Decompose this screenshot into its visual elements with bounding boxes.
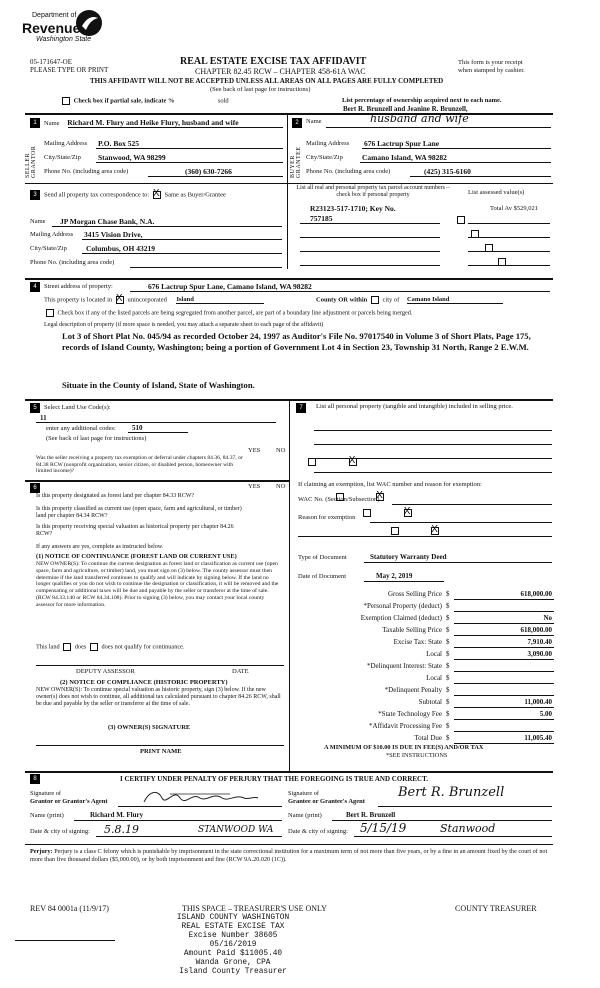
- corr-mailing[interactable]: 3415 Vision Drive,: [84, 230, 143, 239]
- notice2-text: NEW OWNER(S): To continue special valuation as historic property, sign (3) below. If the new owner(s) does not wish to continue, all additional tax calculated pursuant to chapter 84.26 RCW, shall be due and payable by the seller or transferor at the time of sale.: [36, 687, 281, 707]
- city-of-checkbox[interactable]: [371, 296, 379, 304]
- dor-logo: [22, 8, 112, 52]
- exemption-yes-checkbox[interactable]: [308, 458, 316, 466]
- tax-row-value[interactable]: 618,000.00: [520, 590, 552, 598]
- doc-type[interactable]: Statutory Warranty Deed: [370, 553, 447, 561]
- parcels-value-header: List assessed value(s): [468, 189, 525, 196]
- this-land-row: This land does does not qualify for continuance.: [36, 643, 185, 651]
- land-use-label: Select Land Use Code(s):: [44, 404, 111, 411]
- grantor-sig-of: Signature of: [30, 790, 61, 797]
- tax-row-currency: $: [446, 734, 450, 742]
- s6-q2-yes-checkbox[interactable]: [363, 509, 371, 517]
- property-street[interactable]: 676 Lactrup Spur Lane, Camano Island, WA 98282: [148, 282, 312, 291]
- doc-date[interactable]: May 2, 2019: [376, 572, 413, 580]
- form-code: 05-171647-OE: [30, 58, 72, 66]
- tax-row-label: *Personal Property (deduct): [363, 602, 442, 610]
- corr-name[interactable]: JP Morgan Chase Bank, N.A.: [60, 217, 155, 226]
- tax-row-currency: $: [446, 722, 450, 730]
- additional-codes-label: enter any additional codes:: [46, 425, 116, 432]
- seller-city[interactable]: Stanwood, WA 98299: [98, 153, 166, 162]
- located-row: This property is located in X unincorporated Island: [44, 296, 264, 304]
- grantee-name-print-label: Name (print): [288, 812, 322, 819]
- grantor-date[interactable]: 5.8.19: [104, 823, 139, 836]
- minimum-notice: A MINIMUM OF $10.00 IS DUE IN FEE(S) AND/OR TAX: [324, 744, 484, 751]
- parcel-line1[interactable]: R23123-517-1710; Key No.: [310, 204, 396, 213]
- tax-row-currency: $: [446, 614, 450, 622]
- receipt-note2: when stamped by cashier.: [458, 67, 525, 74]
- please-type: PLEASE TYPE OR PRINT: [30, 66, 109, 74]
- land-does-checkbox[interactable]: [63, 643, 71, 651]
- buyer-side-label: BUYER GRANTEE: [290, 146, 302, 178]
- tax-row-label: *Delinquent Interest: State: [366, 662, 442, 670]
- tax-row-label: *Delinquent Penalty: [384, 686, 442, 694]
- tax-row-label: Excise Tax: State: [393, 638, 442, 646]
- personal-property-label: List all personal property (tangible and intangible) included in selling price.: [316, 403, 513, 410]
- tax-row-value[interactable]: 618,000.00: [520, 626, 552, 634]
- tax-row: [298, 614, 554, 625]
- segregated-row: Check box if any of the listed parcels are being segregated from another parcel, are part of a boundary line adjustment or parcels being merged.: [44, 309, 412, 317]
- doc-type-label: Type of Document: [298, 554, 347, 561]
- legal-description[interactable]: Lot 3 of Short Plat No. 045/94 as recorded October 24, 1997 as Auditor's File No. 97017540 in Volume 3 of Short Plats, Page 175, records of Island County, Washington; being a portion of Government Lot 4 in Section 23, Township 31 North, Range 2 E.W.M.: [62, 331, 531, 352]
- notice1-title: (1) NOTICE OF CONTINUANCE (FOREST LAND OR CURRENT USE): [36, 553, 237, 560]
- grantee-date[interactable]: 5/15/19: [360, 821, 407, 835]
- tax-row: [298, 686, 554, 697]
- tax-row: [298, 722, 554, 733]
- tax-row-value[interactable]: 5.00: [539, 710, 552, 718]
- treasurer-stamp: ISLAND COUNTY WASHINGTON REAL ESTATE EXCISE TAX Excise Number 38605 05/16/2019 Amount Paid $11005.40 Wanda Grone, CPA Island County Treasurer: [176, 914, 290, 976]
- certify-text: I CERTIFY UNDER PENALTY OF PERJURY THAT THE FOREGOING IS TRUE AND CORRECT.: [120, 775, 429, 783]
- see-instructions: *SEE INSTRUCTIONS: [386, 752, 448, 759]
- form-chapter: CHAPTER 82.45 RCW – CHAPTER 458-61A WAC: [195, 67, 366, 76]
- see-back: (See back of last page for instructions): [210, 86, 311, 93]
- additional-code[interactable]: 510: [132, 424, 143, 432]
- grantor-date-label: Date & city of signing:: [30, 828, 90, 835]
- section-6-badge: 6: [30, 483, 40, 493]
- grantee-signature: Bert R. Brunzell: [398, 785, 505, 800]
- section-3-badge: 3: [30, 190, 40, 200]
- corr-city[interactable]: Columbus, OH 43219: [86, 244, 155, 253]
- land-does-not-checkbox[interactable]: [90, 643, 98, 651]
- total-av[interactable]: Total Av $529,021: [490, 205, 538, 212]
- land-use-yes-header: YES: [248, 447, 261, 454]
- tax-row: [298, 590, 554, 601]
- seller-name-row: Name Richard M. Flury and Heike Flury, husband and wife: [44, 118, 239, 127]
- dept-line1: Department of: [32, 12, 77, 19]
- s6-if-yes: If any answers are yes, complete as instructed below.: [36, 544, 164, 550]
- form-warning: THIS AFFIDAVIT WILL NOT BE ACCEPTED UNLESS ALL AREAS ON ALL PAGES ARE FULLY COMPLETED: [90, 77, 444, 85]
- tax-row-value[interactable]: 3,090.00: [527, 650, 552, 658]
- county-row: County OR within city of Camano Island: [316, 296, 503, 304]
- unincorporated-checkbox[interactable]: [116, 296, 124, 304]
- seller-name[interactable]: Richard M. Flury and Heike Flury, husband and wife: [67, 118, 239, 127]
- seller-phone-label: Phone No. (including area code): [44, 168, 129, 175]
- seller-city-label: City/State/Zip: [44, 154, 81, 161]
- grantor-signature: [140, 786, 260, 808]
- s6-q3-yes-checkbox[interactable]: [391, 527, 399, 535]
- seller-side-label: SELLER GRANTOR: [25, 145, 37, 178]
- s6-q3-no-checkbox[interactable]: [431, 527, 439, 535]
- buyer-city[interactable]: Camano Island, WA 98282: [362, 153, 447, 162]
- tax-row-currency: $: [446, 590, 450, 598]
- section-5-badge: 5: [30, 403, 40, 413]
- dept-line2: Revenue: [22, 20, 81, 36]
- buyer-mailing-label: Mailing Address: [306, 140, 350, 147]
- parcel-1-checkbox[interactable]: [457, 216, 465, 224]
- county-treasurer: COUNTY TREASURER: [455, 904, 537, 913]
- grantor-city[interactable]: STANWOOD WA: [198, 825, 274, 835]
- grantor-agent-label: Grantor or Grantor's Agent: [30, 798, 108, 805]
- partial-sale-checkbox[interactable]: [62, 97, 70, 105]
- deputy-assessor: DEPUTY ASSESSOR: [76, 668, 135, 675]
- exemption-wac-label: If claiming an exemption, list WAC number and reason for exemption:: [298, 481, 482, 488]
- tax-row-currency: $: [446, 674, 450, 682]
- tax-row: [298, 674, 554, 685]
- tax-row: [298, 698, 554, 709]
- land-use-code[interactable]: 11: [40, 414, 47, 422]
- corr-name-label: Name: [30, 218, 46, 225]
- grantee-name[interactable]: Bert R. Brunzell: [346, 811, 396, 819]
- buyer-city-label: City/State/Zip: [306, 154, 343, 161]
- buyer-names-top: Bert R. Brunzell and Jeanine R. Brunzell,: [343, 105, 468, 113]
- exemption-no-checkbox[interactable]: [349, 458, 357, 466]
- tax-row-currency: $: [446, 686, 450, 694]
- buyer-phone-label: Phone No. (including area code): [306, 168, 391, 175]
- tax-row-label: Taxable Selling Price: [382, 626, 442, 634]
- seller-phone[interactable]: (360) 630-7266: [185, 167, 232, 176]
- tax-row-currency: $: [446, 698, 450, 706]
- buyer-name-label: Name: [306, 118, 322, 125]
- s6-question-3: Is this property receiving special valuation as historical property per chapter 84.26 RCW?: [36, 524, 234, 537]
- tax-row-currency: $: [446, 662, 450, 670]
- tax-row-label: Local: [426, 650, 442, 658]
- tax-row-currency: $: [446, 710, 450, 718]
- corr-mailing-label: Mailing Address: [30, 231, 74, 238]
- corr-city-label: City/State/Zip: [30, 245, 67, 252]
- buyer-name-handwritten[interactable]: husband and wife: [370, 112, 469, 125]
- buyer-phone[interactable]: (425) 315-6160: [424, 167, 471, 176]
- tax-row-label: Gross Selling Price: [387, 590, 442, 598]
- s6-question-2: Is this property classified as current use (open space, farm and agricultural, or timber) land per chapter 84.34 RCW?: [36, 506, 242, 519]
- deputy-date: DATE: [232, 668, 249, 675]
- grantor-name-print-label: Name (print): [30, 812, 64, 819]
- land-use-see-back: (See back of last page for instructions): [46, 435, 147, 442]
- tax-row-label: *Affidavit Processing Fee: [369, 722, 442, 730]
- tax-row-label: Subtotal: [418, 698, 442, 706]
- tax-row: [298, 662, 554, 673]
- tax-row-label: Local: [426, 674, 442, 682]
- land-use-no-header: NO: [276, 447, 286, 454]
- partial-sale: Check box if partial sale, indicate % sold: [60, 97, 229, 105]
- receipt-note1: This form is your receipt: [458, 59, 523, 66]
- ownership-label: List percentage of ownership acquired next to each name.: [342, 97, 502, 104]
- tax-row-currency: $: [446, 602, 450, 610]
- tax-row-currency: $: [446, 626, 450, 634]
- exemption-question: Was the seller receiving a property tax exemption or deferral under chapters 84.36, 84.37, or 84.38 RCW (nonprofit organization, senior citizen, or disabled person, homeowner with limited income)?: [36, 455, 243, 474]
- s6-question-1: Is this property designated as forest land per chapter 84.33 RCW?: [36, 493, 195, 499]
- seller-mailing[interactable]: P.O. Box 525: [98, 139, 139, 148]
- tax-row: [298, 626, 554, 637]
- form-title: REAL ESTATE EXCISE TAX AFFIDAVIT: [180, 56, 367, 67]
- reason-label: Reason for exemption: [298, 514, 356, 521]
- tax-row-value[interactable]: 11,005.40: [524, 734, 552, 742]
- situate-text[interactable]: Situate in the County of Island, State of Washington.: [62, 380, 255, 390]
- dept-line3: Washington State: [36, 36, 92, 43]
- tax-row-label: *State Technology Fee: [378, 710, 442, 718]
- grantee-city[interactable]: Stanwood: [440, 822, 496, 835]
- print-name-label: PRINT NAME: [140, 748, 182, 755]
- form-revision: REV 84 0001a (11/9/17): [30, 904, 109, 913]
- section-7-badge: 7: [296, 403, 306, 413]
- parcel-line2[interactable]: 757185: [310, 214, 333, 223]
- corr-phone-label: Phone No. (including area code): [30, 259, 115, 266]
- section-8-badge: 8: [30, 774, 40, 784]
- tax-row-currency: $: [446, 638, 450, 646]
- treasurer-space: THIS SPACE – TREASURER'S USE ONLY: [182, 904, 327, 913]
- tax-row-label: Exemption Claimed (deduct): [360, 614, 442, 622]
- section-2-badge: 2: [292, 118, 302, 128]
- tax-row-currency: $: [446, 650, 450, 658]
- perjury-notice: Perjury: Perjury is a class C felony which is punishable by imprisonment in the state correctional institution for a maximum term of not more than five years, or by a fine in an amount fixed by the court of not more than five thousand dollars ($5,000.00), or by both imprisonment and fine (RCW 9A.20.020 (1C)).: [30, 848, 548, 863]
- s6-q2-no-checkbox[interactable]: [404, 509, 412, 517]
- street-label: Street address of property:: [44, 283, 113, 290]
- notice2-title: (2) NOTICE OF COMPLIANCE (HISTORIC PROPERTY): [60, 679, 228, 686]
- tax-row: [298, 602, 554, 613]
- doc-date-label: Date of Document: [298, 573, 347, 580]
- tax-row: [298, 650, 554, 661]
- tax-row-label: Total Due: [414, 734, 442, 742]
- tax-row-value[interactable]: No: [543, 614, 552, 622]
- grantee-date-label: Date & city of signing:: [288, 828, 348, 835]
- tax-row: [298, 638, 554, 649]
- segregated-checkbox[interactable]: [46, 309, 54, 317]
- legal-label: Legal description of property (if more space is needed, you may attach a separate sheet to each page of the affidavit): [44, 322, 324, 328]
- tax-row-value[interactable]: 7,910.40: [527, 638, 552, 646]
- grantee-sig-of: Signature of: [288, 790, 319, 797]
- buyer-mailing[interactable]: 676 Lactrup Spur Lane: [364, 139, 440, 148]
- wac-label: WAC No. (Section/Subsection): [298, 496, 380, 503]
- tax-row-value[interactable]: 11,000.40: [524, 698, 552, 706]
- owner-signature-label: (3) OWNER(S) SIGNATURE: [108, 724, 191, 731]
- grantee-agent-label: Grantee or Grantee's Agent: [288, 798, 365, 805]
- section-1-badge: 1: [30, 118, 40, 128]
- s6-yes-header: YES: [248, 483, 261, 490]
- grantor-name[interactable]: Richard M. Flury: [90, 811, 144, 819]
- s6-no-header: NO: [276, 483, 286, 490]
- correspondence-row: Send all property tax correspondence to: X Same as Buyer/Grantee: [44, 191, 226, 199]
- parcels-header: List all real and personal property tax parcel account numbers – check box if personal property: [296, 185, 450, 198]
- notice1-text: NEW OWNER(S): To continue the current designation as forest land or classification as current use (open space, farm and agriculture, or timber) land, you must sign on (3) below. The county assessor must then determine if the land transferred continues to qualify and will indicate by signing below. If the land no longer qualifies or you do not wish to continue the designation or classification, it will be removed and the compensating or additional taxes will be due and payable by the seller or transferor at the time of sale. (RCW 84.33.140 or RCW 84.34.108). Prior to signing (3) below, you may contact your local county assessor for more information.: [36, 561, 279, 608]
- tax-row: [298, 710, 554, 721]
- same-as-buyer-checkbox[interactable]: [153, 191, 161, 199]
- section-4-badge: 4: [30, 282, 40, 292]
- seller-mailing-label: Mailing Address: [44, 140, 88, 147]
